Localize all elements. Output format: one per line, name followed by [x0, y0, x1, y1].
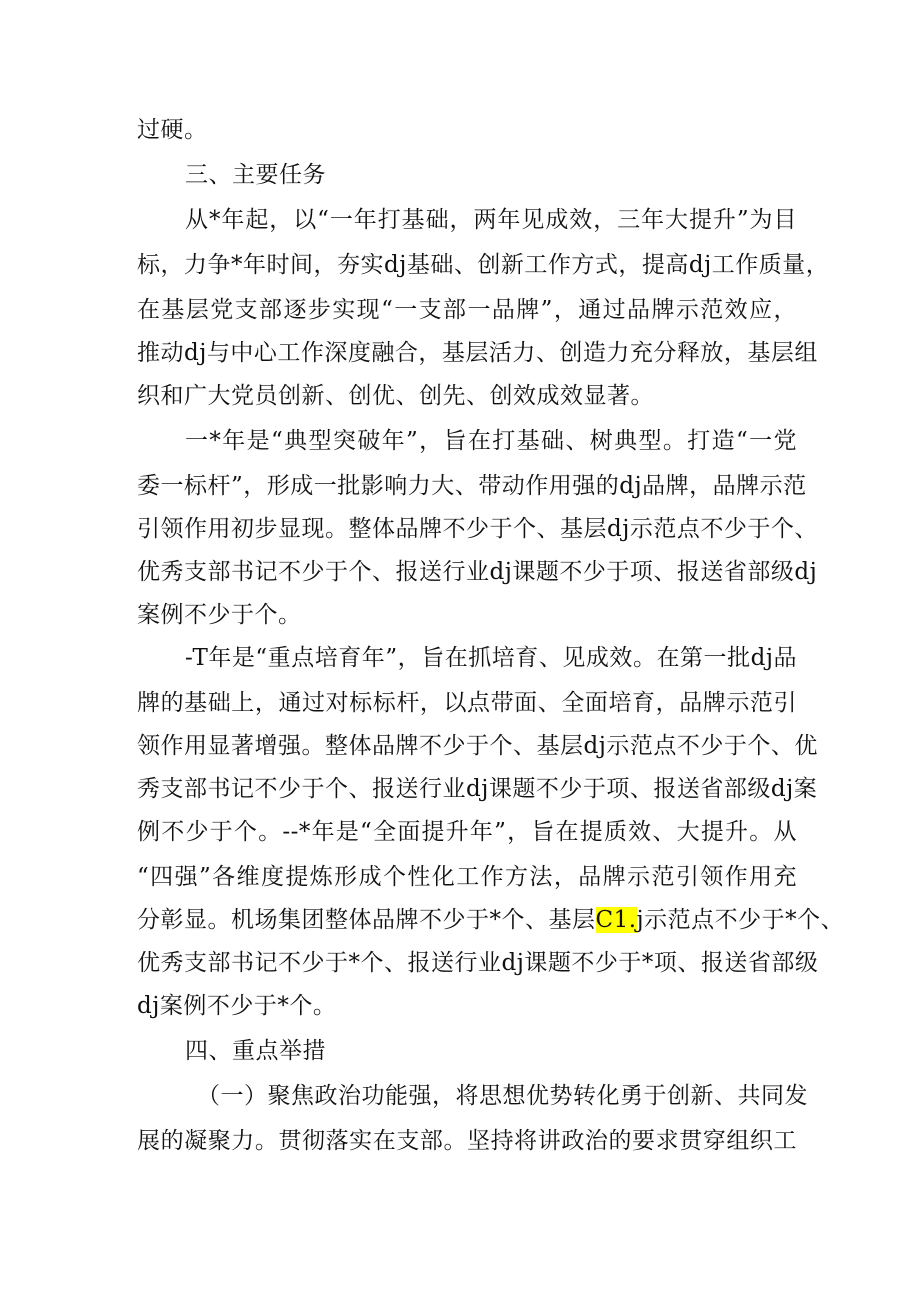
- section-heading: 四、重点举措: [185, 1038, 326, 1064]
- text-line: 过硬。: [137, 117, 208, 143]
- text-line: 引领作用初步显现。整体品牌不少于个、基层dj示范点不少于个、: [137, 516, 818, 542]
- text-line: 标，力争*年时间，夯实dj基础、创新工作方式，提高dj工作质量，: [137, 252, 830, 278]
- text-line: 领作用显著增强。整体品牌不少于个、基层dj示范点不少于个、优: [137, 733, 818, 759]
- text-segment: j示范点不少于*个、: [636, 907, 845, 933]
- text-line: 优秀支部书记不少于*个、报送行业dj课题不少于*项、报送省部级: [137, 950, 819, 976]
- text-line: 案例不少于个。: [137, 602, 302, 628]
- text-segment: 分彰显。机场集团整体品牌不少于*个、基层: [137, 907, 596, 933]
- text-line: 推动dj与中心工作深度融合，基层活力、创造力充分释放，基层组: [137, 340, 818, 366]
- text-line: 展的凝聚力。贯彻落实在支部。坚持将讲政治的要求贯穿组织工: [137, 1128, 797, 1154]
- text-line: 牌的基础上，通过对标标杆，以点带面、全面培育，品牌示范引: [137, 690, 797, 716]
- section-heading: 三、主要任务: [185, 162, 326, 188]
- text-line: （一）聚焦政治功能强，将思想优势转化勇于创新、共同发: [197, 1083, 808, 1109]
- text-line: 从*年起，以“一年打基础，两年见成效，三年大提升”为目: [185, 207, 797, 233]
- text-line: “四强”各维度提炼形成个性化工作方法，品牌示范引领作用充: [137, 864, 797, 890]
- text-line: dj案例不少于*个。: [137, 993, 337, 1019]
- text-line: 一*年是“典型突破年”，旨在打基础、树典型。打造“一党: [185, 428, 797, 454]
- text-line: 例不少于个。--*年是“全面提升年”，旨在提质效、大提升。从: [137, 819, 797, 845]
- text-line: -T年是“重点培育年”，旨在抓培育、见成效。在第一批dj品: [185, 645, 797, 671]
- highlighted-text: C1.: [595, 907, 637, 933]
- text-line: 委一标杆”，形成一批影响力大、带动作用强的dj品牌，品牌示范: [137, 473, 807, 499]
- text-line: 在基层党支部逐步实现“一支部一品牌”，通过品牌示范效应，: [137, 297, 797, 323]
- text-line: 优秀支部书记不少于个、报送行业dj课题不少于项、报送省部级dj: [137, 559, 818, 585]
- text-line: 秀支部书记不少于个、报送行业dj课题不少于项、报送省部级dj案: [137, 776, 818, 802]
- text-line-highlighted: [137, 900, 845, 940]
- text-line: 织和广大党员创新、创优、创先、创效成效显著。: [137, 383, 654, 409]
